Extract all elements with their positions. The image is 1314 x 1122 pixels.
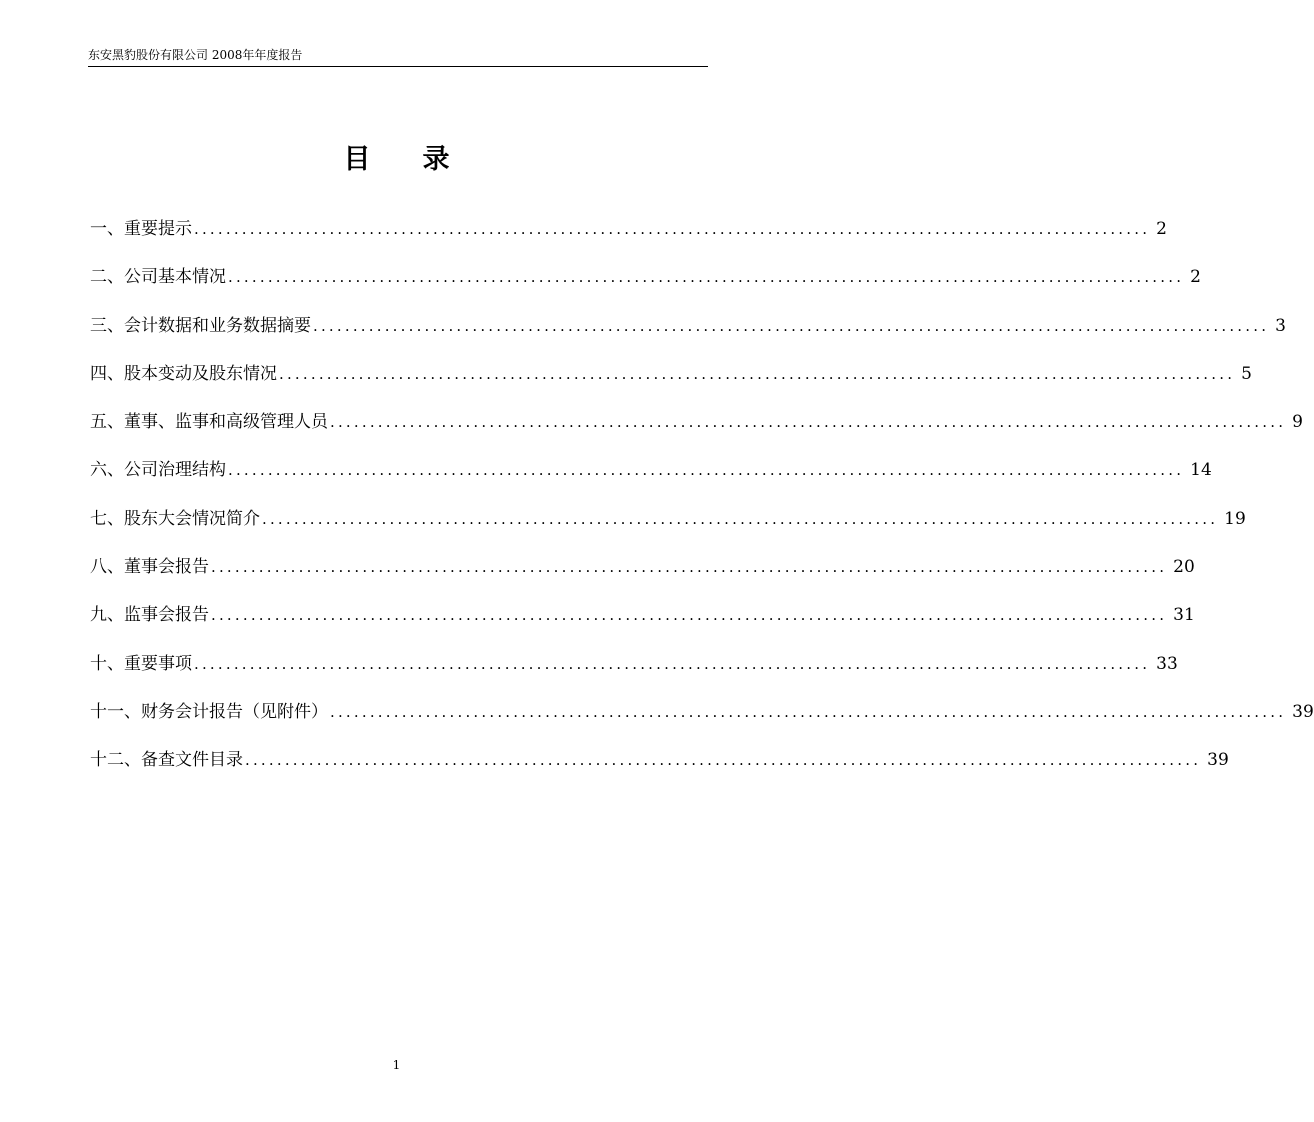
toc-entry-label: 七、股东大会情况简介 [90, 508, 260, 529]
page-number: 1 [392, 1058, 401, 1072]
toc-entry-page: 5 [1241, 363, 1252, 384]
toc-leader-dots: ........................................................................................................................ [279, 364, 1236, 383]
toc-entry-label: 三、会计数据和业务数据摘要 [90, 315, 311, 336]
toc-entry-label: 六、公司治理结构 [90, 460, 226, 481]
toc-leader-dots: ........................................................................................................................ [211, 606, 1168, 625]
toc-leader-dots: ........................................................................................................................ [194, 654, 1151, 673]
toc-entry[interactable] [90, 745, 1229, 793]
toc-entry[interactable] [90, 600, 1195, 648]
page-header: 东安黑豹股份有限公司 2008年年度报告 [88, 46, 708, 67]
toc-leader-dots: ........................................................................................................................ [228, 461, 1185, 480]
toc-entry-page: 2 [1190, 267, 1201, 288]
toc-entry-label: 五、董事、监事和高级管理人员 [90, 412, 328, 433]
toc-leader-dots: ........................................................................................................................ [330, 702, 1287, 721]
toc-entry-page: 2 [1156, 219, 1167, 239]
toc-entry[interactable] [90, 359, 1252, 407]
toc-entry[interactable] [90, 504, 1246, 552]
toc-entry-label: 一、重要提示 [90, 219, 192, 239]
page-title: 目录 [343, 144, 502, 175]
toc-entry[interactable] [90, 455, 1212, 503]
toc-leader-dots: ........................................................................................................................ [262, 509, 1219, 528]
toc-leader-dots: ........................................................................................................................ [313, 316, 1270, 335]
toc-entry-page: 9 [1292, 412, 1303, 433]
toc-entry-label: 八、董事会报告 [90, 557, 209, 578]
table-of-contents [90, 214, 1314, 794]
toc-entry-label: 十一、财务会计报告（见附件） [90, 701, 328, 722]
toc-entry-page: 39 [1292, 701, 1314, 722]
toc-entry-page: 3 [1275, 315, 1286, 336]
toc-entry-page: 33 [1156, 653, 1178, 674]
toc-entry[interactable] [90, 311, 1286, 359]
toc-entry[interactable] [90, 697, 1314, 745]
toc-leader-dots: ........................................................................................................................ [211, 558, 1168, 577]
toc-leader-dots: ........................................................................................................................ [228, 268, 1185, 287]
toc-entry-label: 十二、备查文件目录 [90, 750, 243, 771]
toc-entry-label: 十、重要事项 [90, 653, 192, 674]
toc-entry[interactable] [90, 407, 1303, 455]
toc-entry-page: 31 [1173, 605, 1195, 626]
toc-entry-label: 四、股本变动及股东情况 [90, 363, 277, 384]
toc-entry[interactable] [90, 262, 1201, 310]
toc-entry-page: 19 [1224, 508, 1246, 529]
toc-leader-dots: ........................................................................................................................ [330, 413, 1287, 432]
toc-entry[interactable] [90, 552, 1195, 600]
toc-entry-page: 39 [1207, 750, 1229, 771]
toc-entry[interactable] [90, 214, 1167, 262]
toc-entry-page: 14 [1190, 460, 1212, 481]
toc-entry[interactable] [90, 649, 1178, 697]
toc-leader-dots: ........................................................................................................................ [194, 220, 1151, 238]
toc-entry-label: 九、监事会报告 [90, 605, 209, 626]
toc-leader-dots: ........................................................................................................................ [245, 751, 1202, 770]
toc-entry-page: 20 [1173, 557, 1195, 578]
toc-entry-label: 二、公司基本情况 [90, 267, 226, 288]
